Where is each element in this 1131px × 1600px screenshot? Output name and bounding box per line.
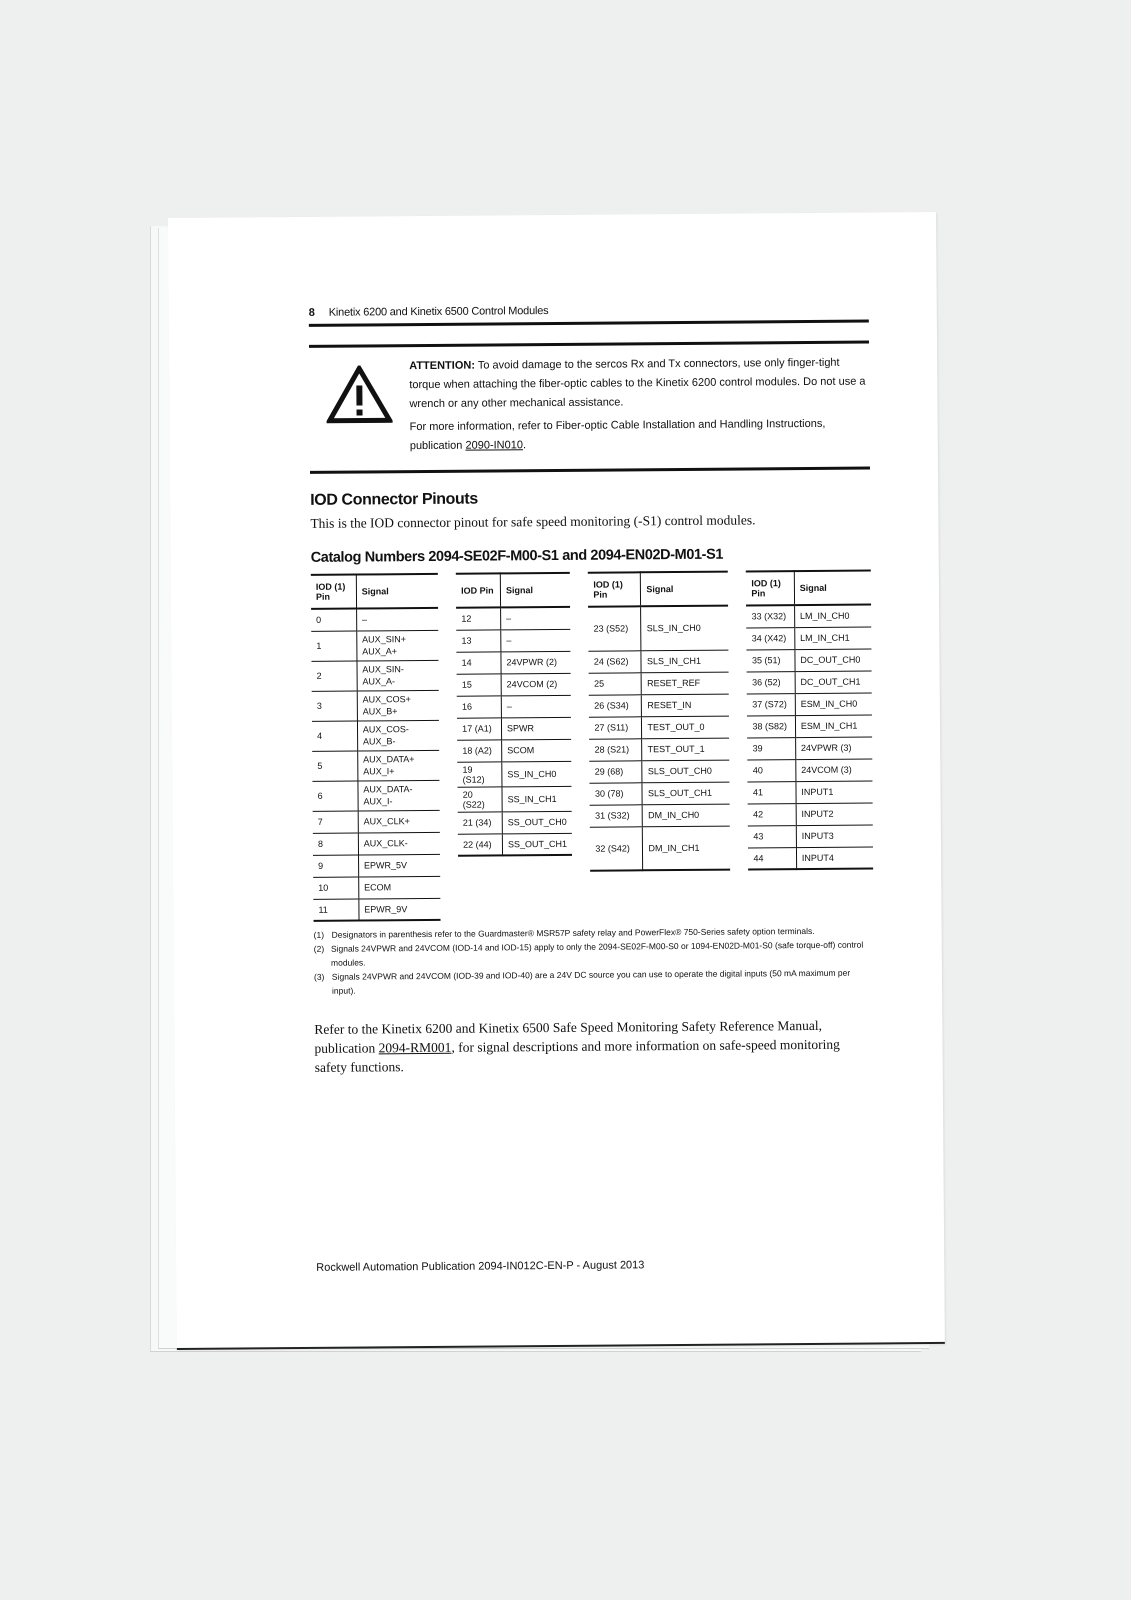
pin-cell: 27 (S11)	[589, 716, 642, 738]
page-number: 8	[308, 306, 315, 319]
pin-cell: 34 (X42)	[747, 627, 795, 649]
signal-cell: ECOM	[359, 876, 441, 899]
pin-cell: 23 (S52)	[588, 606, 641, 650]
pin-cell: 18 (A2)	[457, 739, 502, 761]
signal-cell: AUX_SIN+ AUX_A+	[357, 630, 439, 661]
table-row	[457, 673, 571, 696]
signal-cell: –	[501, 607, 571, 630]
pin-cell: 5	[312, 751, 358, 781]
table-row	[311, 608, 438, 631]
signal-cell: DM_IN_CH1	[643, 826, 731, 871]
pin-cell: 21 (34)	[458, 811, 503, 833]
pin-cell: 38 (S82)	[747, 715, 795, 737]
signal-cell: DM_IN_CH0	[643, 804, 731, 827]
signal-cell: INPUT3	[796, 824, 873, 847]
pin-cell: 26 (S34)	[589, 694, 642, 716]
table-row	[748, 736, 873, 759]
signal-cell: AUX_COS+ AUX_B+	[357, 690, 439, 721]
pin-cell: 16	[457, 695, 502, 717]
pinout-table	[456, 572, 572, 857]
signal-cell: RESET_IN	[642, 694, 730, 717]
signal-cell: SLS_IN_CH1	[641, 650, 729, 673]
column-header: Signal	[356, 574, 438, 609]
signal-cell: INPUT2	[796, 802, 873, 825]
table-row	[312, 750, 439, 781]
pin-cell: 29 (68)	[590, 760, 643, 782]
signal-cell: SS_OUT_CH1	[502, 833, 572, 856]
table-row	[458, 811, 572, 834]
table-row	[313, 854, 440, 877]
table-row	[747, 626, 872, 649]
pinout-table	[311, 573, 441, 922]
table-row	[590, 804, 730, 827]
pin-cell: 8	[313, 833, 359, 855]
column-header: IOD Pin	[456, 573, 501, 607]
signal-cell: AUX_DATA+ AUX_I+	[358, 750, 440, 781]
link-2094-rm001[interactable]: 2094-RM001	[378, 1039, 452, 1056]
table-row	[312, 780, 439, 811]
table-row	[457, 761, 571, 787]
column-header: IOD (1) Pin	[746, 571, 794, 605]
pin-cell: 6	[312, 781, 358, 811]
pin-cell: 15	[457, 673, 502, 695]
footnote: (3) Signals 24VPWR and 24VCOM (IOD-39 and IOD-40) are a 24V DC source you can use to operate the digital inputs (50 mA maximum per input).	[313, 967, 851, 996]
link-2090-in010[interactable]: 2090-IN010	[465, 439, 523, 452]
signal-cell: SPWR	[501, 717, 571, 740]
pin-cell: 11	[313, 899, 359, 921]
pin-cell: 3	[312, 691, 358, 721]
table-row	[589, 650, 729, 673]
pin-cell: 36 (52)	[747, 671, 795, 693]
pin-cell: 41	[748, 781, 796, 803]
signal-cell: –	[501, 629, 571, 652]
signal-cell: 24VCOM (3)	[796, 758, 873, 781]
table-row	[311, 660, 438, 691]
pin-cell: 4	[312, 721, 358, 751]
running-title: Kinetix 6200 and Kinetix 6500 Control Modules	[328, 305, 549, 319]
pin-cell: 25	[589, 672, 642, 694]
signal-cell: INPUT1	[796, 780, 873, 803]
pin-cell: 35 (51)	[747, 649, 795, 671]
pin-cell: 19 (S12)	[457, 761, 502, 786]
pin-cell: 1	[311, 631, 357, 661]
pin-cell: 7	[313, 811, 359, 833]
table-row	[747, 648, 872, 671]
table-row	[312, 690, 439, 721]
signal-cell: EPWR_5V	[358, 854, 440, 877]
column-header: Signal	[500, 573, 570, 608]
signal-cell: AUX_CLK+	[358, 810, 440, 833]
pin-cell: 0	[311, 609, 357, 631]
attention-message	[409, 353, 869, 414]
column-header: IOD (1) Pin	[311, 575, 357, 609]
table-row	[457, 717, 571, 740]
signal-cell: AUX_DATA- AUX_I-	[358, 780, 440, 811]
pin-cell: 2	[311, 661, 357, 691]
footnotes	[314, 923, 875, 997]
signal-cell: TEST_OUT_1	[642, 738, 730, 761]
signal-cell: SLS_IN_CH0	[641, 606, 729, 651]
pinout-table	[588, 571, 730, 872]
pin-cell: 28 (S21)	[590, 738, 643, 760]
refer-suffix: , for signal descriptions and more information on safe-speed monitoring safety functions.	[314, 1036, 840, 1075]
table-row	[748, 780, 873, 803]
signal-cell: SS_IN_CH0	[502, 761, 572, 787]
attention-label: ATTENTION:	[409, 359, 476, 373]
signal-cell: SS_OUT_CH0	[502, 811, 572, 834]
intro-text: This is the IOD connector pinout for safe speed monitoring (-S1) control modules.	[310, 512, 756, 531]
table-row	[313, 832, 440, 855]
more-info-text: For more information, refer to Fiber-optic Cable Installation and Handling Instructions, publication	[409, 417, 826, 453]
pin-cell: 17 (A1)	[457, 717, 502, 739]
signal-cell: EPWR_9V	[359, 898, 441, 921]
table-row	[589, 694, 729, 717]
pin-cell: 42	[748, 803, 796, 825]
signal-cell: 24VCOM (2)	[501, 673, 571, 696]
signal-cell: SCOM	[502, 739, 572, 762]
attention-text: To avoid damage to the sercos Rx and Tx connectors, use only finger-tight torque when attaching the fiber-optic cables to the Kinetix 6200 control modules. Do not use a wrench or any other mechanical assistance.	[409, 356, 866, 411]
table-row	[589, 716, 729, 739]
table-row	[313, 876, 440, 899]
signal-cell: –	[501, 695, 571, 718]
signal-cell: 24VPWR (3)	[795, 736, 872, 759]
signal-cell: SLS_OUT_CH0	[642, 760, 730, 783]
signal-cell: DC_OUT_CH0	[795, 648, 872, 671]
pin-cell: 13	[456, 629, 501, 651]
pin-cell: 24 (S62)	[589, 650, 642, 672]
signal-cell: LM_IN_CH0	[794, 604, 871, 627]
signal-cell: SLS_OUT_CH1	[642, 782, 730, 805]
pin-cell: 37 (S72)	[747, 693, 795, 715]
signal-cell: LM_IN_CH1	[795, 626, 872, 649]
table-row	[311, 630, 438, 661]
table-row	[590, 738, 730, 761]
signal-cell: –	[356, 608, 438, 631]
signal-cell: AUX_COS- AUX_B-	[357, 720, 439, 751]
pinout-tables	[311, 569, 874, 921]
column-header: Signal	[794, 570, 871, 605]
pin-cell: 30 (78)	[590, 782, 643, 804]
table-row	[589, 672, 729, 695]
table-row	[457, 739, 571, 762]
section-heading: IOD Connector Pinouts	[310, 490, 478, 509]
table-row	[746, 604, 871, 627]
column-header: Signal	[641, 572, 729, 607]
pin-cell: 22 (44)	[458, 833, 503, 855]
table-row	[748, 758, 873, 781]
table-row	[590, 782, 730, 805]
table-row	[748, 802, 873, 825]
signal-cell: INPUT4	[796, 846, 873, 869]
page-header	[309, 302, 869, 318]
pin-cell: 43	[748, 825, 796, 847]
more-info-suffix: .	[522, 439, 527, 452]
table-row	[457, 651, 571, 674]
signal-cell: DC_OUT_CH1	[795, 670, 872, 693]
signal-cell: RESET_REF	[642, 672, 730, 695]
table-row	[747, 714, 872, 737]
table-row	[312, 720, 439, 751]
pinout-table	[746, 569, 873, 870]
pin-cell: 33 (X32)	[746, 605, 794, 627]
table-row	[456, 629, 570, 652]
pin-cell: 44	[748, 847, 796, 869]
document-page	[168, 212, 945, 1350]
pin-cell: 10	[313, 877, 359, 899]
signal-cell: 24VPWR (2)	[501, 651, 571, 674]
refer-paragraph	[314, 1015, 874, 1076]
pin-cell: 39	[748, 737, 796, 759]
signal-cell: AUX_SIN- AUX_A-	[357, 660, 439, 691]
table-title: Catalog Numbers 2094-SE02F-M00-S1 and 2094-EN02D-M01-S1	[310, 546, 724, 566]
pin-cell: 32 (S42)	[590, 826, 643, 870]
pin-cell: 20 (S22)	[458, 786, 503, 811]
table-row	[590, 826, 730, 871]
signal-cell: SS_IN_CH1	[502, 786, 572, 812]
pin-cell: 14	[457, 651, 502, 673]
column-header: IOD (1) Pin	[588, 572, 641, 606]
table-row	[590, 760, 730, 783]
table-row	[588, 606, 728, 651]
pin-cell: 9	[313, 855, 359, 877]
refer-text: Refer to the Kinetix 6200 and Kinetix 6500 Safe Speed Monitoring Safety Reference Manual, publication	[314, 1017, 823, 1056]
page-footer: Rockwell Automation Publication 2094-IN012C-EN-P - August 2013	[316, 1259, 645, 1274]
footnote: (2) Signals 24VPWR and 24VCOM (IOD-14 and IOD-15) apply to only the 2094-SE02F-M00-S0 or 1094-EN02D-M01-S0 (safe torque-off) control modules.	[313, 939, 864, 968]
footnote: (1) Designators in parenthesis refer to the Guardmaster® MSR57P safety relay and PowerFlex® 750-Series safety option terminals.	[313, 925, 815, 940]
pin-cell: 31 (S32)	[590, 804, 643, 826]
table-row	[456, 607, 570, 630]
signal-cell: AUX_CLK-	[358, 832, 440, 855]
pin-cell: 40	[748, 759, 796, 781]
table-row	[747, 692, 872, 715]
signal-cell: ESM_IN_CH0	[795, 692, 872, 715]
signal-cell: TEST_OUT_0	[642, 716, 730, 739]
attention-box	[309, 340, 870, 473]
table-row	[458, 786, 572, 812]
table-row	[313, 810, 440, 833]
table-row	[747, 670, 872, 693]
pin-cell: 12	[456, 607, 501, 629]
warning-triangle-icon	[309, 357, 410, 461]
table-row	[457, 695, 571, 718]
table-row	[313, 898, 440, 921]
table-row	[748, 824, 873, 847]
more-info	[410, 414, 870, 456]
table-row	[458, 833, 572, 856]
signal-cell: ESM_IN_CH1	[795, 714, 872, 737]
table-row	[748, 846, 873, 869]
